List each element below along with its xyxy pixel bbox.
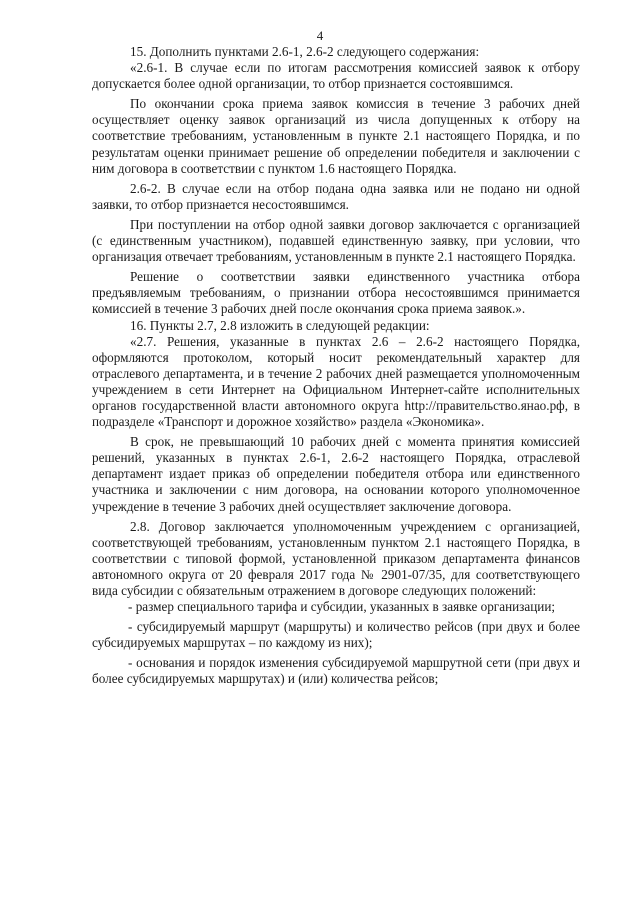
paragraph-2-6-2: 2.6-2. В случае если на отбор подана одна заявка или не подано ни одной заявки, то отбор признается несостоявшимся. [92,180,580,212]
list-item-route-changes: - основания и порядок изменения субсидируемой маршрутной сети (при двух и более субсидируемых маршрутах) и (или) количества рейсов; [92,655,580,687]
paragraph-2-6-1: «2.6-1. В случае если по итогам рассмотрения комиссией заявок к отбору допускается более одной организации, то отбор признается состоявшимся. [92,60,580,92]
paragraph-decision: Решение о соответствии заявки единственного участника отбора предъявляемым требованиям, о признании отбора несостоявшимся принимается комиссией в течение 3 рабочих дней после окончания срока приема заявок.». [92,269,580,317]
page-number: 4 [316,28,324,43]
paragraph-deadline: В срок, не превышающий 10 рабочих дней с момента принятия комиссией решений, указанных в пунктах 2.6-1, 2.6-2 настоящего Порядка, отраслевой департамент издает приказ об определении победителя отбора или единственного участника и заключении с ним договора, на основании которого уполномоченное учреждение в течение 3 рабочих дней осуществляет заключение договора. [92,434,580,514]
document-body [92,44,580,688]
paragraph-single-application: При поступлении на отбор одной заявки договор заключается с организацией (с единственным участником), подавшей единственную заявку, при условии, что организация отвечает требованиям, установленным в пункте 2.1 настоящего Порядка. [92,216,580,265]
paragraph-item-16: 16. Пункты 2.7, 2.8 изложить в следующей редакции: [130,317,430,333]
list-item-tariff: - размер специального тарифа и субсидии, указанных в заявке организации; [128,599,556,615]
paragraph-2-8: 2.8. Договор заключается уполномоченным учреждением с организацией, соответствующей требованиям, установленным пунктом 2.1 настоящего Порядка, в соответствии с типовой формой, установленной приказом департамента финансов автономного округа от 20 февраля 2017 года № 2901-07/35, для соответствующего вида субсидии с обязательным отражением в договоре следующих положений: [92,518,580,598]
paragraph-item-15: 15. Дополнить пунктами 2.6-1, 2.6-2 следующего содержания: [130,44,480,59]
paragraph-2-7: «2.7. Решения, указанные в пунктах 2.6 – 2.6-2 настоящего Порядка, оформляются протоколом, который носит рекомендательный характер для отраслевого департамента, и в течение 2 рабочих дней размещается уполномоченным учреждением в сети Интернет на Официальном Интернет-сайте исполнительных органов государственной власти автономного округа http://правительство.янао.рф, в подразделе «Транспорт и дорожное хозяйство» раздела «Экономика». [92,333,580,430]
list-item-routes: - субсидируемый маршрут (маршруты) и количество рейсов (при двух и более субсидируемых маршрутах – по каждому из них); [92,619,580,651]
paragraph-evaluation: По окончании срока приема заявок комиссия в течение 3 рабочих дней осуществляет оценку заявок организаций из числа допущенных к отбору на соответствие требованиям, установленным в пункте 2.1 настоящего Порядка, и по результатам оценки принимает решение об определении победителя и заключении с ним договора в соответствии с пунктом 1.6 настоящего Порядка. [92,96,580,176]
